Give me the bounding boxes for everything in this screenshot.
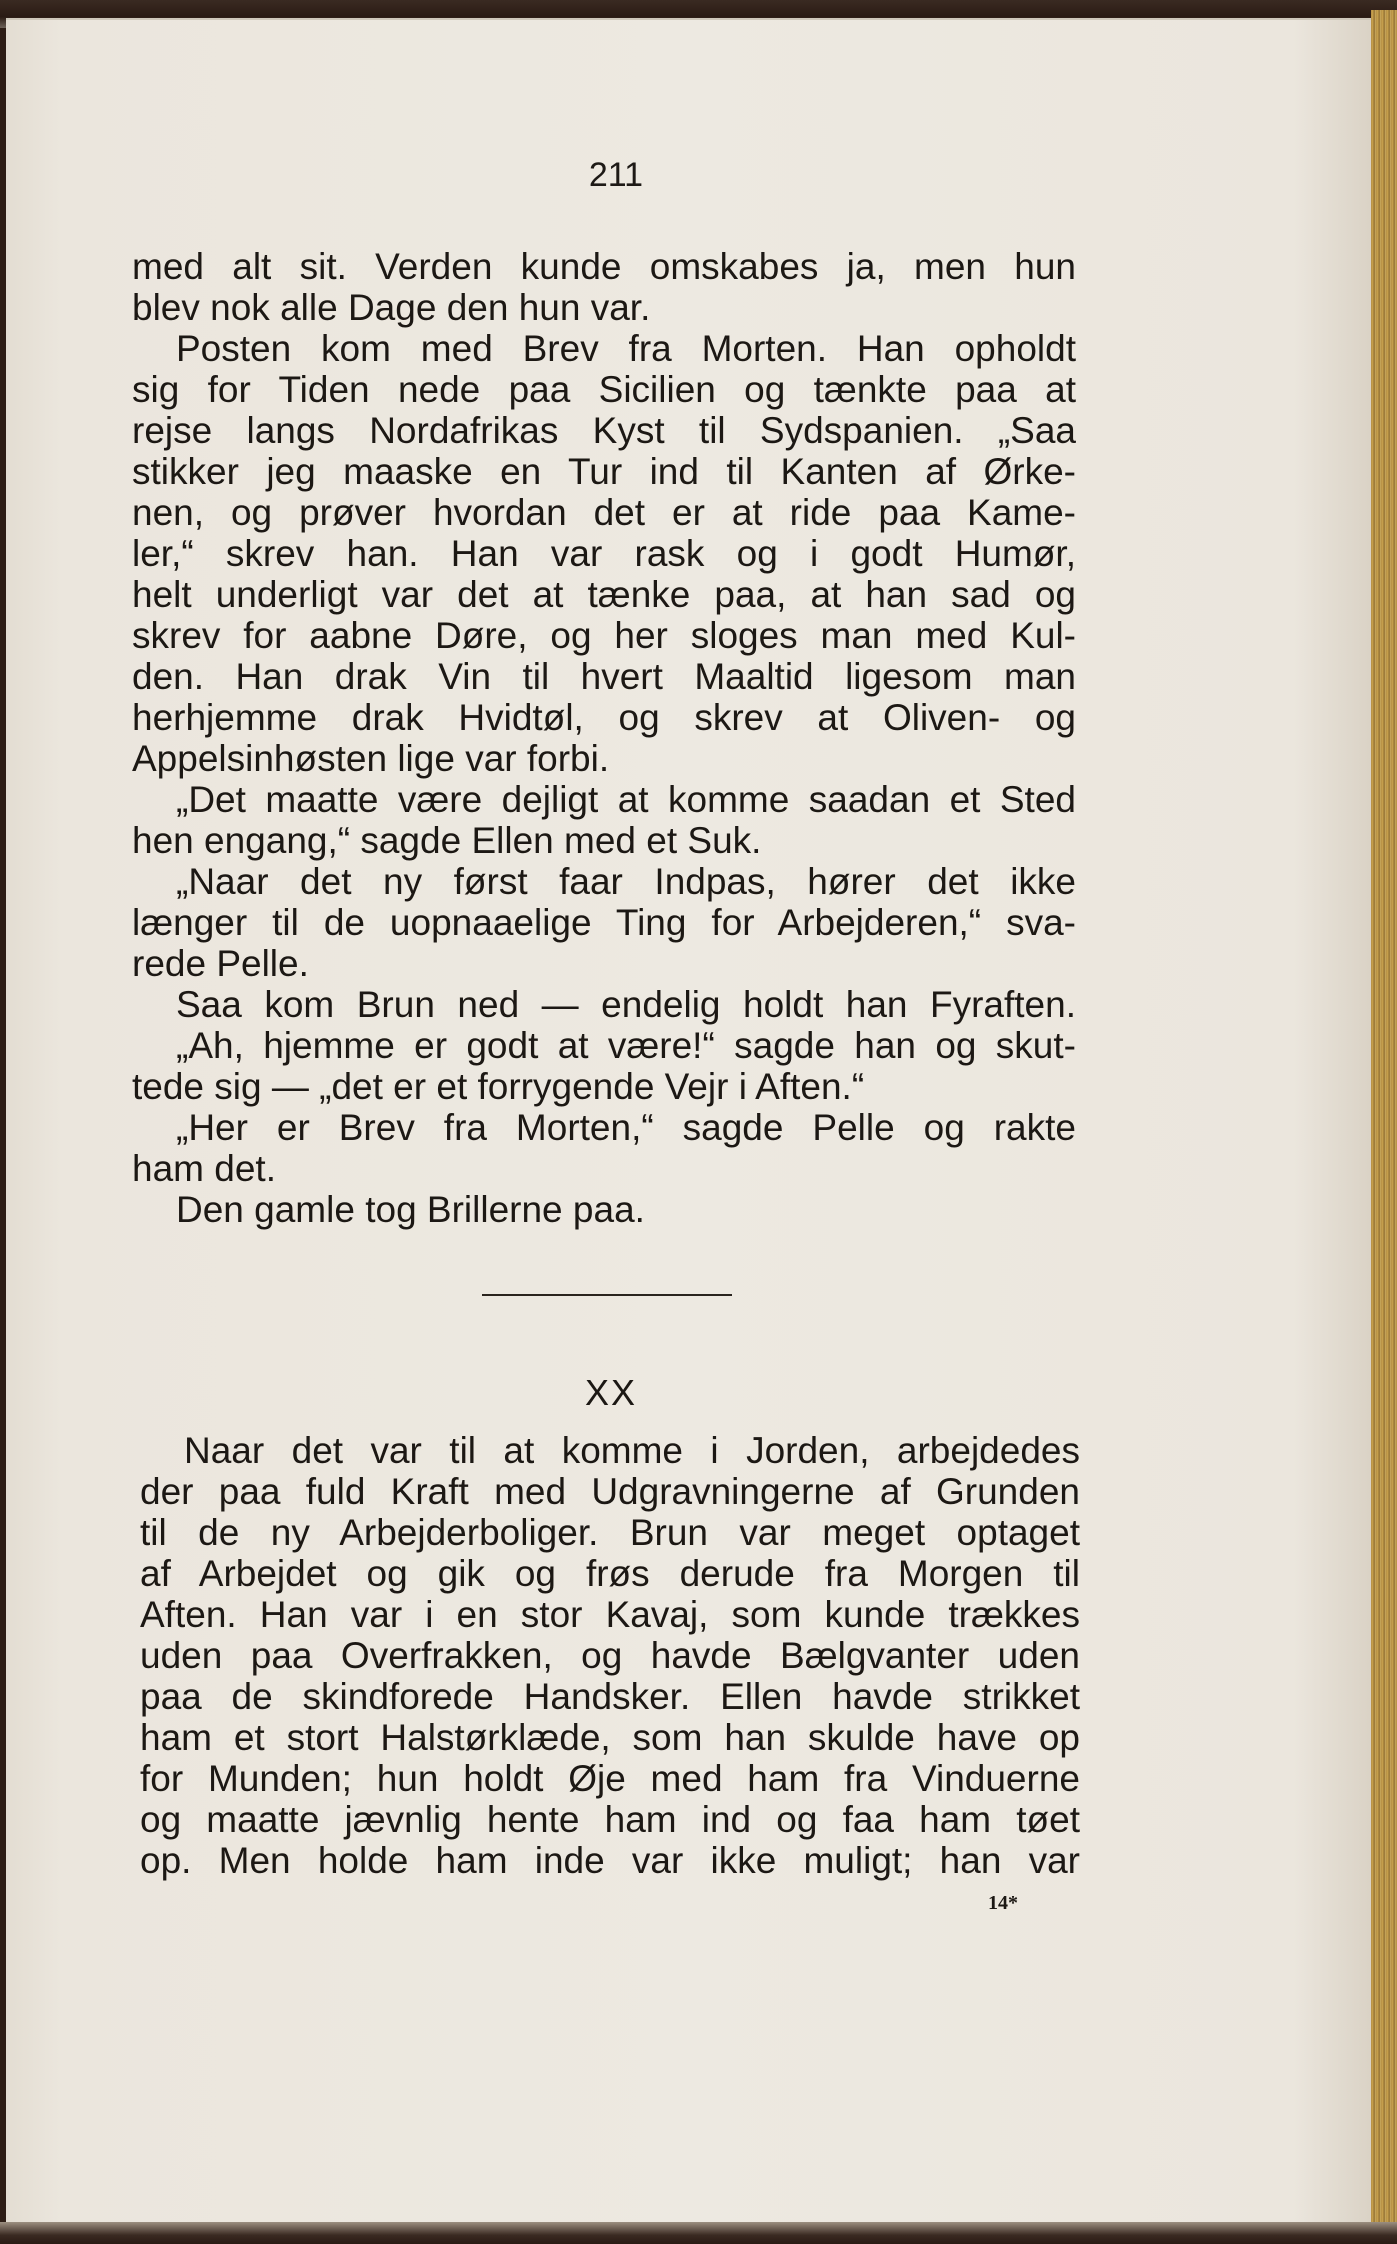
- text-line: Den gamle tog Brillerne paa.: [176, 1189, 645, 1230]
- text-line: Saa kom Brun ned — endelig holdt han Fyraften.: [176, 984, 1076, 1025]
- text-line: herhjemme drak Hvidtøl, og skrev at Oliven- og: [132, 697, 1076, 738]
- text-line: helt underligt var det at tænke paa, at han sad og: [132, 574, 1076, 615]
- binding-bottom-edge: [0, 2222, 1397, 2244]
- text-line: ham det.: [132, 1148, 276, 1189]
- text-line: ler,“ skrev han. Han var rask og i godt Humør,: [132, 533, 1076, 574]
- text-line: „Ah, hjemme er godt at være!“ sagde han og skut-: [176, 1025, 1076, 1066]
- text-block-section-1: [132, 246, 1076, 1230]
- text-line: skrev for aabne Døre, og her sloges man med Kul-: [132, 615, 1076, 656]
- text-line: ham et stort Halstørklæde, som han skulde have op: [140, 1717, 1080, 1758]
- text-line: Appelsinhøsten lige var forbi.: [132, 738, 610, 779]
- text-line: „Det maatte være dejligt at komme saadan et Sted: [176, 779, 1076, 820]
- printer-signature-mark: 14*: [988, 1892, 1018, 1914]
- text-line: rejse langs Nordafrikas Kyst til Sydspanien. „Saa: [132, 410, 1076, 451]
- text-line: Aften. Han var i en stor Kavaj, som kunde trækkes: [140, 1594, 1080, 1635]
- text-line: nen, og prøver hvordan det er at ride paa Kame-: [132, 492, 1076, 533]
- text-block-section-2: [140, 1430, 1080, 1881]
- page-number: 211: [588, 156, 644, 194]
- text-line: Posten kom med Brev fra Morten. Han opholdt: [176, 328, 1076, 369]
- text-line: med alt sit. Verden kunde omskabes ja, men hun: [132, 246, 1076, 287]
- text-line: sig for Tiden nede paa Sicilien og tænkte paa at: [132, 369, 1076, 410]
- chapter-heading: XX: [584, 1372, 638, 1413]
- text-line: til de ny Arbejderboliger. Brun var meget optaget: [140, 1512, 1080, 1553]
- section-divider-rule: [482, 1294, 732, 1296]
- text-line: op. Men holde ham inde var ikke muligt; han var: [140, 1840, 1080, 1881]
- text-line: „Her er Brev fra Morten,“ sagde Pelle og rakte: [176, 1107, 1076, 1148]
- text-line: af Arbejdet og gik og frøs derude fra Morgen til: [140, 1553, 1080, 1594]
- text-line: blev nok alle Dage den hun var.: [132, 287, 651, 328]
- text-line: der paa fuld Kraft med Udgravningerne af Grunden: [140, 1471, 1080, 1512]
- text-line: hen engang,“ sagde Ellen med et Suk.: [132, 820, 762, 861]
- text-line: for Munden; hun holdt Øje med ham fra Vinduerne: [140, 1758, 1080, 1799]
- text-line: og maatte jævnlig hente ham ind og faa ham tøet: [140, 1799, 1080, 1840]
- text-line: Naar det var til at komme i Jorden, arbejdedes: [184, 1430, 1080, 1471]
- text-line: „Naar det ny først faar Indpas, hører det ikke: [176, 861, 1076, 902]
- text-line: længer til de uopnaaelige Ting for Arbejderen,“ sva-: [132, 902, 1076, 943]
- text-line: den. Han drak Vin til hvert Maaltid ligesom man: [132, 656, 1076, 697]
- page-paper: [6, 18, 1376, 2230]
- text-line: stikker jeg maaske en Tur ind til Kanten af Ørke-: [132, 451, 1076, 492]
- text-line: rede Pelle.: [132, 943, 309, 984]
- text-line: paa de skindforede Handsker. Ellen havde strikket: [140, 1676, 1080, 1717]
- gilt-page-edges: [1371, 10, 1397, 2230]
- text-line: uden paa Overfrakken, og havde Bælgvanter uden: [140, 1635, 1080, 1676]
- text-line: tede sig — „det er et forrygende Vejr i Aften.“: [132, 1066, 865, 1107]
